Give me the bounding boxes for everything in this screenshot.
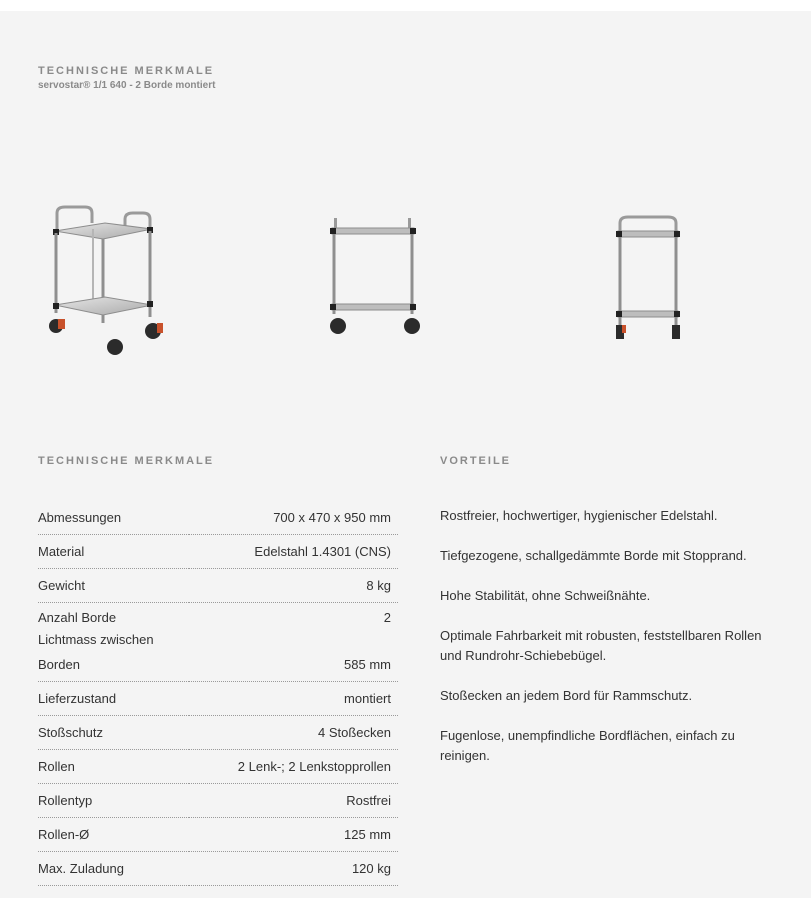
spec-label: Gewicht <box>38 569 189 603</box>
content-panel <box>0 11 811 898</box>
benefit-item: Hohe Stabilität, ohne Schweißnähte. <box>440 588 651 603</box>
benefits-section-title: VORTEILE <box>440 455 512 467</box>
page-header <box>38 65 215 91</box>
benefit-item: Tiefgezogene, schallgedämmte Borde mit Stopprand. <box>440 548 747 563</box>
spec-value: 2 Lenk-; 2 Lenkstopprollen <box>189 750 398 784</box>
spec-value: Edelstahl 1.4301 (CNS) <box>189 535 398 569</box>
spec-row <box>38 716 398 750</box>
spec-value: 120 kg <box>189 852 398 886</box>
spec-value: 2 <box>383 610 391 625</box>
spec-label: Borden <box>38 647 189 682</box>
spec-row <box>38 569 398 603</box>
spec-value: Rostfrei <box>189 784 398 818</box>
spec-value: 585 mm <box>189 647 398 682</box>
spec-row <box>38 750 398 784</box>
spec-row <box>38 603 398 626</box>
spec-row <box>38 682 398 716</box>
specs-table <box>38 501 398 886</box>
spec-row <box>38 501 398 535</box>
benefit-item: Rostfreier, hochwertiger, hygienischer Edelstahl. <box>440 508 718 523</box>
spec-label: Abmessungen <box>38 501 189 535</box>
spec-label: Lieferzustand <box>38 682 189 716</box>
spec-label: Stoßschutz <box>38 716 189 750</box>
spec-row <box>38 535 398 569</box>
spec-label: Max. Zuladung <box>38 852 189 886</box>
cart-front-image <box>326 216 426 341</box>
spec-row <box>38 784 398 818</box>
spec-label: Rollentyp <box>38 784 189 818</box>
benefit-item: Fugenlose, unempfindliche Bordflächen, einfach zu reinigen. <box>440 728 735 763</box>
spec-label: Anzahl Borde <box>38 610 117 625</box>
spec-label: Rollen-Ø <box>38 818 189 852</box>
spec-value: 4 Stoßecken <box>189 716 398 750</box>
specs-section-title-wrap <box>38 455 214 467</box>
spec-value <box>189 625 398 647</box>
benefits-list <box>440 506 780 786</box>
spec-value: 8 kg <box>189 569 398 603</box>
spec-value: montiert <box>189 682 398 716</box>
spec-value: 700 x 470 x 950 mm <box>189 501 398 535</box>
cart-side-image <box>612 213 687 348</box>
spec-value: 125 mm <box>189 818 398 852</box>
spec-row <box>38 647 398 682</box>
specs-section-title: TECHNISCHE MERKMALE <box>38 455 215 467</box>
benefit-item: Stoßecken an jedem Bord für Rammschutz. <box>440 688 693 703</box>
product-subtitle: servostar® 1/1 640 - 2 Borde montiert <box>38 80 216 91</box>
page-title: TECHNISCHE MERKMALE <box>38 65 215 77</box>
spec-row <box>38 818 398 852</box>
spec-label: Lichtmass zwischen <box>38 632 154 647</box>
spec-label: Rollen <box>38 750 189 784</box>
benefits-section-title-wrap <box>440 455 511 467</box>
cart-perspective-image <box>45 201 170 356</box>
product-images <box>0 201 811 371</box>
benefit-item: Optimale Fahrbarkeit mit robusten, feststellbaren Rollen und Rundrohr-Schiebebügel. <box>440 628 762 663</box>
spec-label: Material <box>38 535 189 569</box>
spec-row <box>38 625 398 647</box>
spec-row <box>38 852 398 886</box>
